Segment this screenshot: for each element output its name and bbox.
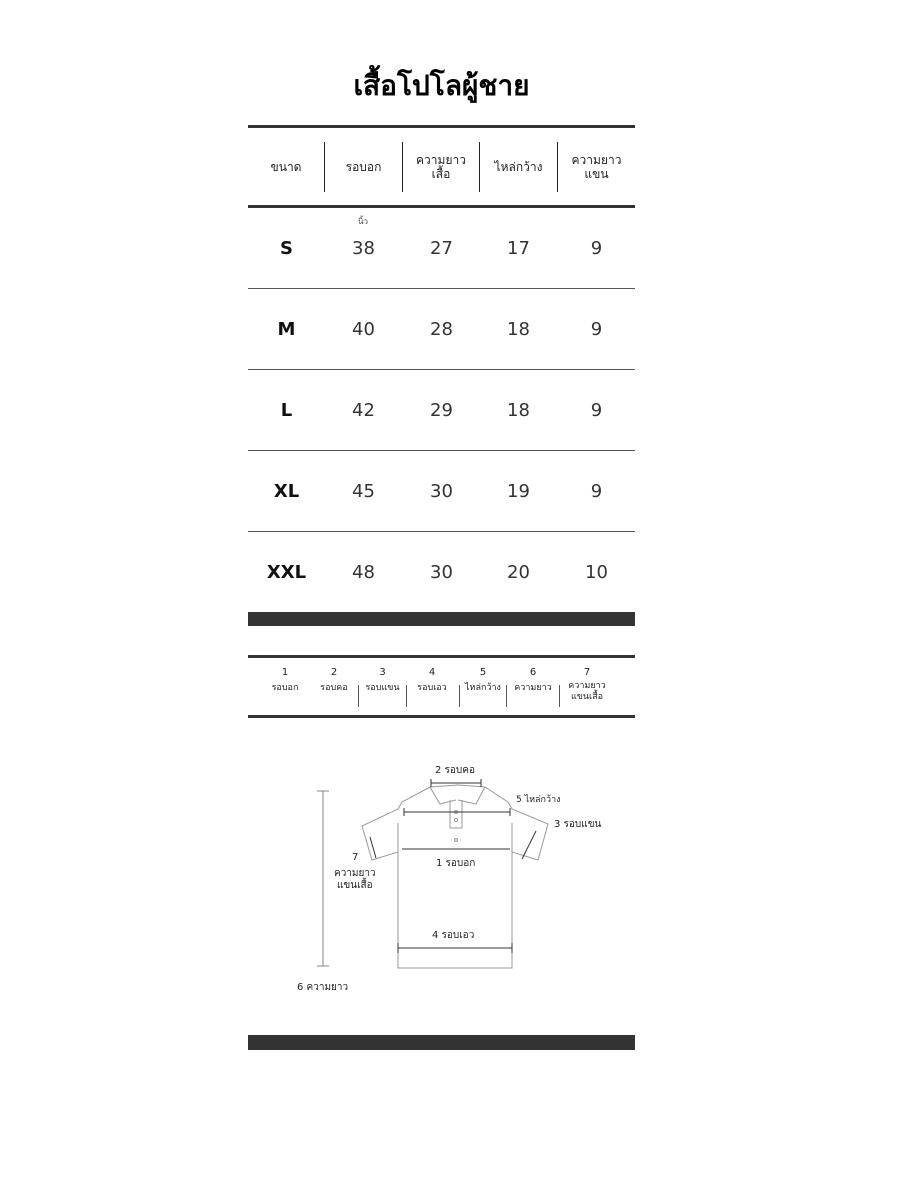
chest-cell: 45 (352, 480, 375, 502)
legend-label: รอบคอ (320, 683, 348, 693)
table-top-rule (248, 125, 635, 128)
chest-cell: 42 (352, 399, 375, 421)
legend-number: 6 (529, 667, 537, 678)
page-title: เสื้อโปโลผู้ชาย (353, 69, 530, 102)
length-label: 6 ความยาว (297, 982, 349, 993)
chest-cell: 48 (352, 561, 375, 583)
shoulder-cell: 20 (507, 561, 530, 583)
header-sleeve: ความยาว แขน (571, 153, 622, 181)
legend-top-rule (248, 655, 635, 658)
legend-item (359, 659, 406, 715)
legend-item (260, 659, 310, 715)
legend-label: รอบแขน (365, 683, 400, 693)
table-row (248, 532, 635, 612)
sleeve-cell: 9 (590, 318, 603, 340)
length-cell: 27 (430, 237, 453, 259)
legend-number: 4 (428, 667, 436, 678)
legend-item (407, 659, 457, 715)
legend-item (460, 659, 506, 715)
legend-number: 5 (479, 667, 487, 678)
table-row (248, 451, 635, 532)
size-cell: S (280, 237, 293, 259)
legend-label: รอบอก (271, 683, 299, 693)
legend-label: ไหล่กว้าง (465, 683, 501, 693)
shoulder-cell: 19 (507, 480, 530, 502)
legend-label: ความยาว แขนเสื้อ (568, 681, 606, 702)
table-header (248, 129, 635, 205)
neck-label: 2 รอบคอ (435, 765, 475, 776)
legend-item (507, 659, 559, 715)
sleeve-label: 3 รอบแขน (554, 819, 602, 830)
header-length: ความยาว เสื้อ (416, 153, 466, 181)
legend-bottom-rule (248, 715, 635, 718)
table-bottom-band (248, 612, 635, 626)
table-row (248, 370, 635, 451)
chest-cell: 40 (352, 318, 375, 340)
legend-number: 1 (281, 667, 289, 678)
shoulder-label: 5 ไหล่กว้าง (516, 795, 561, 805)
sleeve-cell: 9 (590, 480, 603, 502)
size-cell: M (277, 318, 296, 340)
length-cell: 30 (430, 480, 453, 502)
size-cell: XL (273, 480, 300, 502)
header-shoulder: ไหล่กว้าง (494, 160, 543, 174)
measurement-legend (248, 659, 635, 715)
unit-label: นิ้ว (358, 217, 368, 226)
chest-cell: 38 (352, 237, 375, 259)
legend-number: 2 (330, 667, 338, 678)
length-cell: 29 (430, 399, 453, 421)
polo-measurement-diagram (290, 760, 630, 1010)
shoulder-cell: 18 (507, 399, 530, 421)
table-row (248, 208, 635, 289)
table-row (248, 289, 635, 370)
size-cell: XXL (266, 561, 307, 583)
sleeve-cell: 10 (585, 561, 608, 583)
length-cell: 28 (430, 318, 453, 340)
legend-item (560, 659, 614, 715)
length-cell: 30 (430, 561, 453, 583)
waist-label: 4 รอบเอว (432, 930, 475, 941)
header-chest: รอบอก (345, 160, 382, 174)
arm-length-label: ความยาว แขนเสื้อ (334, 868, 376, 891)
legend-item (310, 659, 358, 715)
sleeve-cell: 9 (590, 237, 603, 259)
legend-number: 7 (583, 667, 591, 678)
size-cell: L (280, 399, 293, 421)
legend-number: 3 (379, 667, 386, 678)
shoulder-cell: 17 (507, 237, 530, 259)
page-bottom-band (248, 1035, 635, 1050)
header-size: ขนาด (270, 160, 302, 174)
shoulder-cell: 18 (507, 318, 530, 340)
legend-label: ความยาว (514, 683, 552, 693)
chest-label: 1 รอบอก (436, 858, 476, 869)
legend-label: รอบเอว (417, 683, 447, 693)
arm-length-number: 7 (352, 852, 359, 863)
sleeve-cell: 9 (590, 399, 603, 421)
